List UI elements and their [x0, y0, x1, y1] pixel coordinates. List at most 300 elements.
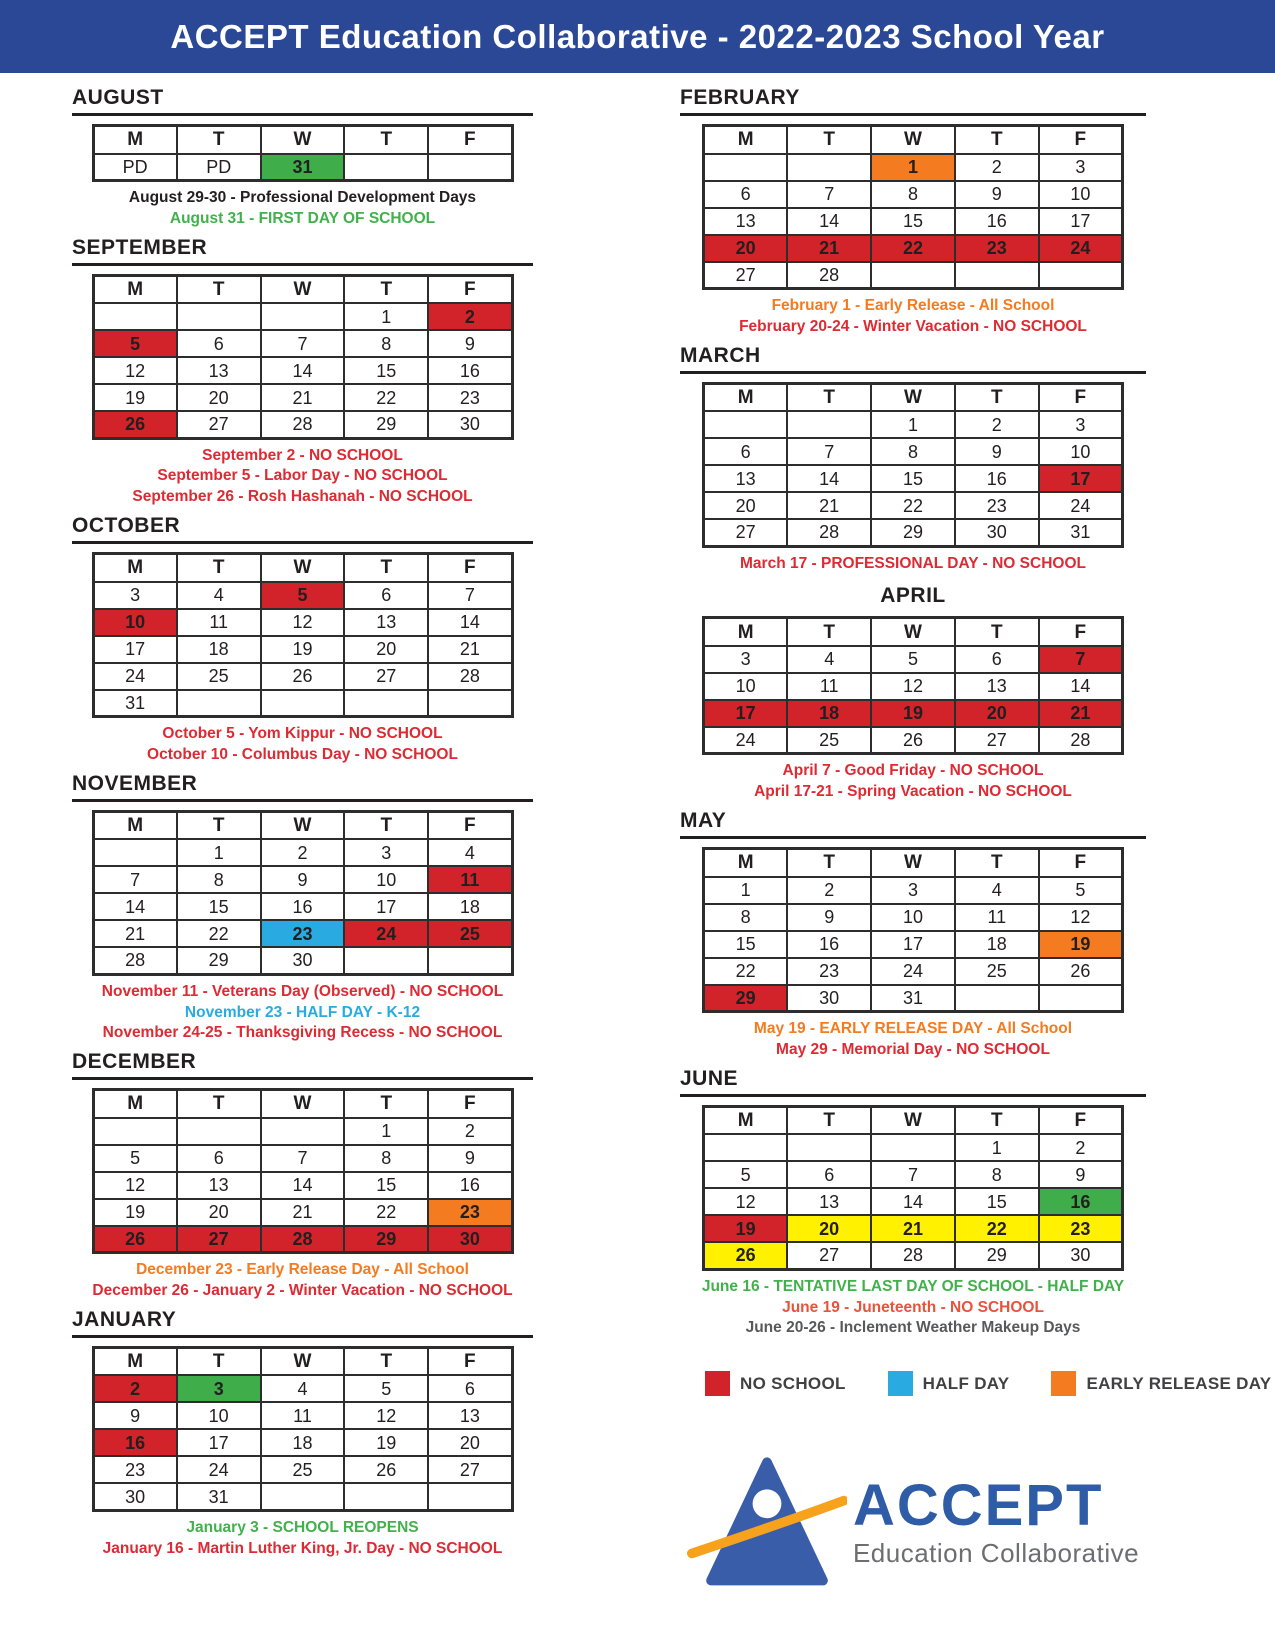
- note-line: October 5 - Yom Kippur - NO SCHOOL: [162, 725, 443, 743]
- empty-day-cell: [177, 690, 261, 717]
- day-cell: 25: [428, 920, 512, 947]
- week-row: [704, 154, 1123, 181]
- week-row: [93, 636, 512, 663]
- weekday-header: W: [871, 849, 955, 877]
- day-cell: 23: [955, 235, 1039, 262]
- month-november: [72, 772, 533, 1042]
- week-row: [704, 673, 1123, 700]
- weekday-header: W: [261, 811, 345, 839]
- day-cell: 27: [955, 727, 1039, 754]
- note-line: April 7 - Good Friday - NO SCHOOL: [782, 762, 1044, 780]
- weekday-header: T: [787, 1106, 871, 1134]
- logo-text: [852, 1473, 1140, 1569]
- day-cell: 30: [261, 947, 345, 974]
- week-row: [93, 1429, 512, 1456]
- day-cell: 19: [704, 1215, 788, 1242]
- empty-day-cell: [344, 690, 428, 717]
- weekday-header: T: [955, 383, 1039, 411]
- weekday-header: T: [955, 618, 1039, 646]
- day-cell: 4: [787, 646, 871, 673]
- day-cell: 14: [1039, 673, 1123, 700]
- logo-title: ACCEPT: [852, 1473, 1104, 1539]
- month-title: AUGUST: [72, 86, 533, 116]
- day-cell: 20: [177, 1199, 261, 1226]
- day-cell: 18: [177, 636, 261, 663]
- day-cell: 28: [428, 663, 512, 690]
- weekday-header: W: [261, 1347, 345, 1375]
- day-cell: 29: [177, 947, 261, 974]
- month-notes: [72, 983, 533, 1042]
- day-cell: 26: [1039, 958, 1123, 985]
- week-row: [93, 947, 512, 974]
- month-title: NOVEMBER: [72, 772, 533, 802]
- day-cell: 13: [704, 208, 788, 235]
- day-cell: 9: [93, 1402, 177, 1429]
- week-row: [704, 700, 1123, 727]
- week-row: [93, 920, 512, 947]
- month-title: FEBRUARY: [680, 86, 1146, 116]
- day-cell: 23: [955, 492, 1039, 519]
- day-cell: 9: [428, 330, 512, 357]
- day-cell: 18: [261, 1429, 345, 1456]
- week-row: [704, 1242, 1123, 1269]
- month-notes: [72, 1519, 533, 1558]
- month-june: [680, 1067, 1146, 1337]
- day-cell: 12: [261, 609, 345, 636]
- day-cell: 4: [428, 839, 512, 866]
- weekday-header: T: [177, 811, 261, 839]
- empty-day-cell: [955, 985, 1039, 1012]
- empty-day-cell: [344, 947, 428, 974]
- day-cell: 8: [871, 181, 955, 208]
- day-cell: 14: [787, 465, 871, 492]
- month-notes: [680, 762, 1146, 801]
- day-cell: 27: [177, 1226, 261, 1253]
- day-cell: 22: [177, 920, 261, 947]
- day-cell: 13: [955, 673, 1039, 700]
- weekday-header: T: [177, 554, 261, 582]
- note-line: August 31 - FIRST DAY OF SCHOOL: [169, 209, 436, 227]
- empty-day-cell: [93, 1118, 177, 1145]
- day-cell: 28: [787, 519, 871, 546]
- day-cell: 26: [704, 1242, 788, 1269]
- empty-day-cell: [428, 690, 512, 717]
- week-row: [93, 582, 512, 609]
- empty-day-cell: [344, 154, 428, 181]
- week-row: [93, 1172, 512, 1199]
- week-row: [704, 1134, 1123, 1161]
- day-cell: 12: [93, 357, 177, 384]
- day-cell: 5: [93, 1145, 177, 1172]
- empty-day-cell: [787, 411, 871, 438]
- calendar-table: [92, 1088, 514, 1254]
- page-title: ACCEPT Education Collaborative - 2022-2023 School Year: [170, 17, 1105, 55]
- day-cell: 16: [428, 357, 512, 384]
- weekday-header: W: [261, 275, 345, 303]
- note-line: June 20-26 - Inclement Weather Makeup Days: [745, 1319, 1081, 1337]
- day-cell: 29: [344, 1226, 428, 1253]
- day-cell: 4: [177, 582, 261, 609]
- weekday-header: T: [344, 1090, 428, 1118]
- day-cell: 20: [704, 235, 788, 262]
- weekday-header: T: [344, 126, 428, 154]
- empty-day-cell: [704, 1134, 788, 1161]
- day-cell: 23: [428, 384, 512, 411]
- day-cell: 14: [261, 1172, 345, 1199]
- month-april: [680, 584, 1146, 801]
- day-cell: 27: [704, 519, 788, 546]
- day-cell: 3: [177, 1375, 261, 1402]
- weekday-header: T: [955, 1106, 1039, 1134]
- month-notes: [72, 1261, 533, 1300]
- weekday-header: M: [704, 383, 788, 411]
- day-cell: 9: [955, 181, 1039, 208]
- logo-subtitle: Education Collaborative: [852, 1538, 1140, 1569]
- day-cell: 17: [871, 931, 955, 958]
- day-cell: PD: [93, 154, 177, 181]
- weekday-header: F: [428, 126, 512, 154]
- month-notes: [72, 189, 533, 228]
- day-cell: 21: [93, 920, 177, 947]
- day-cell: 26: [344, 1456, 428, 1483]
- empty-day-cell: [177, 1118, 261, 1145]
- day-cell: 30: [787, 985, 871, 1012]
- note-line: November 23 - HALF DAY - K-12: [184, 1003, 421, 1021]
- week-row: [704, 877, 1123, 904]
- day-cell: 19: [871, 700, 955, 727]
- day-cell: 17: [177, 1429, 261, 1456]
- month-title: JUNE: [680, 1067, 1146, 1097]
- day-cell: 10: [704, 673, 788, 700]
- note-line: February 1 - Early Release - All School: [771, 297, 1055, 314]
- day-cell: 24: [344, 920, 428, 947]
- day-cell: 11: [787, 673, 871, 700]
- month-notes: [680, 1020, 1146, 1059]
- day-cell: 7: [787, 181, 871, 208]
- weekday-header: M: [704, 126, 788, 154]
- week-row: [704, 646, 1123, 673]
- day-cell: 4: [261, 1375, 345, 1402]
- week-row: [93, 303, 512, 330]
- day-cell: 22: [344, 384, 428, 411]
- day-cell: 29: [344, 411, 428, 438]
- day-cell: 12: [871, 673, 955, 700]
- day-cell: 2: [428, 303, 512, 330]
- note-line: September 26 - Rosh Hashanah - NO SCHOOL: [132, 488, 473, 506]
- day-cell: 1: [344, 303, 428, 330]
- weekday-header: T: [344, 554, 428, 582]
- day-cell: 31: [93, 690, 177, 717]
- day-cell: 14: [787, 208, 871, 235]
- month-title: DECEMBER: [72, 1050, 533, 1080]
- day-cell: 20: [344, 636, 428, 663]
- month-title: JANUARY: [72, 1308, 533, 1338]
- day-cell: 13: [344, 609, 428, 636]
- week-row: [93, 663, 512, 690]
- day-cell: 22: [955, 1215, 1039, 1242]
- day-cell: 21: [428, 636, 512, 663]
- note-line: December 23 - Early Release Day - All School: [136, 1261, 469, 1279]
- day-cell: 9: [955, 438, 1039, 465]
- empty-day-cell: [261, 1118, 345, 1145]
- day-cell: 7: [93, 866, 177, 893]
- day-cell: 24: [177, 1456, 261, 1483]
- week-row: [704, 727, 1123, 754]
- weekday-header: T: [177, 275, 261, 303]
- week-row: [704, 208, 1123, 235]
- note-line: May 19 - EARLY RELEASE DAY - All School: [753, 1020, 1073, 1038]
- day-cell: 3: [704, 646, 788, 673]
- note-line: April 17-21 - Spring Vacation - NO SCHOOL: [754, 783, 1072, 801]
- day-cell: 14: [93, 893, 177, 920]
- day-cell: 13: [787, 1188, 871, 1215]
- day-cell: 24: [1039, 492, 1123, 519]
- month-september: [72, 236, 533, 506]
- day-cell: 14: [428, 609, 512, 636]
- day-cell: 17: [1039, 465, 1123, 492]
- month-title: OCTOBER: [72, 514, 533, 544]
- week-row: [93, 893, 512, 920]
- day-cell: 22: [871, 492, 955, 519]
- day-cell: 24: [1039, 235, 1123, 262]
- day-cell: 31: [871, 985, 955, 1012]
- day-cell: 11: [177, 609, 261, 636]
- left-column: [72, 86, 533, 1592]
- day-cell: 23: [261, 920, 345, 947]
- weekday-header: F: [428, 1347, 512, 1375]
- weekday-header: T: [955, 849, 1039, 877]
- month-october: [72, 514, 533, 764]
- week-row: [704, 958, 1123, 985]
- day-cell: 30: [955, 519, 1039, 546]
- day-cell: 27: [704, 262, 788, 289]
- weekday-header: F: [1039, 383, 1123, 411]
- weekday-header: F: [428, 554, 512, 582]
- day-cell: 9: [261, 866, 345, 893]
- weekday-header: M: [704, 1106, 788, 1134]
- note-line: December 26 - January 2 - Winter Vacation - NO SCHOOL: [92, 1281, 513, 1299]
- weekday-header: M: [93, 1090, 177, 1118]
- calendar-table: [92, 810, 514, 976]
- week-row: [93, 1402, 512, 1429]
- day-cell: 26: [261, 663, 345, 690]
- day-cell: 27: [428, 1456, 512, 1483]
- note-line: June 19 - Juneteenth - NO SCHOOL: [782, 1298, 1044, 1316]
- note-line: September 5 - Labor Day - NO SCHOOL: [157, 467, 448, 485]
- week-row: [93, 1375, 512, 1402]
- calendar-table: [92, 124, 514, 182]
- note-line: March 17 - PROFESSIONAL DAY - NO SCHOOL: [740, 554, 1086, 572]
- day-cell: 22: [344, 1199, 428, 1226]
- day-cell: 13: [177, 357, 261, 384]
- month-notes: [680, 1278, 1146, 1337]
- day-cell: 10: [1039, 181, 1123, 208]
- weekday-header: M: [93, 1347, 177, 1375]
- day-cell: 8: [344, 330, 428, 357]
- day-cell: 24: [871, 958, 955, 985]
- day-cell: 29: [871, 519, 955, 546]
- empty-day-cell: [428, 1483, 512, 1510]
- empty-day-cell: [428, 154, 512, 181]
- day-cell: 27: [344, 663, 428, 690]
- week-row: [93, 154, 512, 181]
- week-row: [704, 1188, 1123, 1215]
- day-cell: 14: [261, 357, 345, 384]
- weekday-header: W: [871, 618, 955, 646]
- day-cell: 19: [93, 1199, 177, 1226]
- day-cell: 20: [787, 1215, 871, 1242]
- month-december: [72, 1050, 533, 1300]
- empty-day-cell: [261, 1483, 345, 1510]
- day-cell: 16: [93, 1429, 177, 1456]
- day-cell: 13: [177, 1172, 261, 1199]
- month-january: [72, 1308, 533, 1558]
- day-cell: 25: [955, 958, 1039, 985]
- day-cell: 21: [787, 492, 871, 519]
- day-cell: 25: [177, 663, 261, 690]
- week-row: [704, 1161, 1123, 1188]
- day-cell: 11: [428, 866, 512, 893]
- day-cell: 24: [704, 727, 788, 754]
- day-cell: 10: [871, 904, 955, 931]
- legend-item-early-release: [1051, 1371, 1271, 1396]
- day-cell: 9: [428, 1145, 512, 1172]
- week-row: [93, 1226, 512, 1253]
- empty-day-cell: [955, 262, 1039, 289]
- day-cell: 17: [93, 636, 177, 663]
- day-cell: 15: [704, 931, 788, 958]
- weekday-header: T: [787, 618, 871, 646]
- legend-label-half-day: HALF DAY: [922, 1373, 1010, 1393]
- weekday-header: T: [344, 811, 428, 839]
- week-row: [93, 866, 512, 893]
- week-row: [93, 1199, 512, 1226]
- week-row: [93, 1118, 512, 1145]
- day-cell: 19: [1039, 931, 1123, 958]
- day-cell: 15: [344, 1172, 428, 1199]
- weekday-header: T: [955, 126, 1039, 154]
- note-line: June 16 - TENTATIVE LAST DAY OF SCHOOL - HALF DAY: [701, 1277, 1125, 1295]
- day-cell: 2: [1039, 1134, 1123, 1161]
- day-cell: 12: [344, 1402, 428, 1429]
- day-cell: 27: [177, 411, 261, 438]
- month-title: SEPTEMBER: [72, 236, 533, 266]
- day-cell: 3: [1039, 411, 1123, 438]
- day-cell: 21: [261, 384, 345, 411]
- half-day-swatch-icon: [888, 1371, 913, 1396]
- week-row: [704, 181, 1123, 208]
- early-release-swatch-icon: [1051, 1371, 1076, 1396]
- day-cell: 24: [93, 663, 177, 690]
- day-cell: 30: [428, 1226, 512, 1253]
- weekday-header: W: [261, 554, 345, 582]
- month-notes: [680, 555, 1146, 573]
- week-row: [704, 492, 1123, 519]
- day-cell: 2: [955, 154, 1039, 181]
- day-cell: 18: [955, 931, 1039, 958]
- day-cell: 20: [428, 1429, 512, 1456]
- day-cell: 28: [787, 262, 871, 289]
- title-banner: [0, 0, 1275, 73]
- day-cell: 5: [93, 330, 177, 357]
- day-cell: 3: [871, 877, 955, 904]
- weekday-header: T: [787, 383, 871, 411]
- day-cell: 5: [704, 1161, 788, 1188]
- month-may: [680, 809, 1146, 1059]
- day-cell: 23: [1039, 1215, 1123, 1242]
- day-cell: 5: [261, 582, 345, 609]
- day-cell: 21: [1039, 700, 1123, 727]
- no-school-swatch-icon: [705, 1371, 730, 1396]
- week-row: [704, 411, 1123, 438]
- week-row: [93, 1456, 512, 1483]
- month-title: MARCH: [680, 344, 1146, 374]
- day-cell: 29: [704, 985, 788, 1012]
- week-row: [704, 438, 1123, 465]
- month-february: [680, 86, 1146, 336]
- day-cell: 6: [177, 1145, 261, 1172]
- calendar-table: [702, 616, 1124, 755]
- weekday-header: F: [1039, 1106, 1123, 1134]
- week-row: [93, 1145, 512, 1172]
- accept-logo-mountain-icon: [687, 1454, 847, 1592]
- day-cell: 2: [428, 1118, 512, 1145]
- legend-item-half-day: [888, 1371, 1010, 1396]
- day-cell: 30: [1039, 1242, 1123, 1269]
- day-cell: 28: [93, 947, 177, 974]
- day-cell: 31: [177, 1483, 261, 1510]
- day-cell: 22: [704, 958, 788, 985]
- empty-day-cell: [871, 262, 955, 289]
- day-cell: 5: [1039, 877, 1123, 904]
- week-row: [93, 330, 512, 357]
- day-cell: 20: [177, 384, 261, 411]
- note-line: August 29-30 - Professional Development Days: [128, 189, 477, 206]
- day-cell: 28: [261, 1226, 345, 1253]
- weekday-header: W: [261, 126, 345, 154]
- weekday-header: F: [428, 275, 512, 303]
- weekday-header: M: [93, 554, 177, 582]
- day-cell: 20: [704, 492, 788, 519]
- empty-day-cell: [704, 154, 788, 181]
- empty-day-cell: [428, 947, 512, 974]
- day-cell: 8: [871, 438, 955, 465]
- day-cell: 28: [1039, 727, 1123, 754]
- day-cell: 1: [871, 154, 955, 181]
- day-cell: 8: [177, 866, 261, 893]
- empty-day-cell: [177, 303, 261, 330]
- day-cell: 19: [93, 384, 177, 411]
- day-cell: PD: [177, 154, 261, 181]
- month-august: [72, 86, 533, 228]
- day-cell: 10: [177, 1402, 261, 1429]
- day-cell: 16: [787, 931, 871, 958]
- empty-day-cell: [93, 303, 177, 330]
- calendar-table: [92, 552, 514, 718]
- day-cell: 3: [344, 839, 428, 866]
- empty-day-cell: [704, 411, 788, 438]
- weekday-header: W: [871, 383, 955, 411]
- day-cell: 2: [955, 411, 1039, 438]
- day-cell: 6: [704, 181, 788, 208]
- day-cell: 8: [704, 904, 788, 931]
- day-cell: 4: [955, 877, 1039, 904]
- day-cell: 16: [955, 465, 1039, 492]
- weekday-header: M: [704, 618, 788, 646]
- weekday-header: M: [93, 126, 177, 154]
- day-cell: 6: [787, 1161, 871, 1188]
- day-cell: 26: [871, 727, 955, 754]
